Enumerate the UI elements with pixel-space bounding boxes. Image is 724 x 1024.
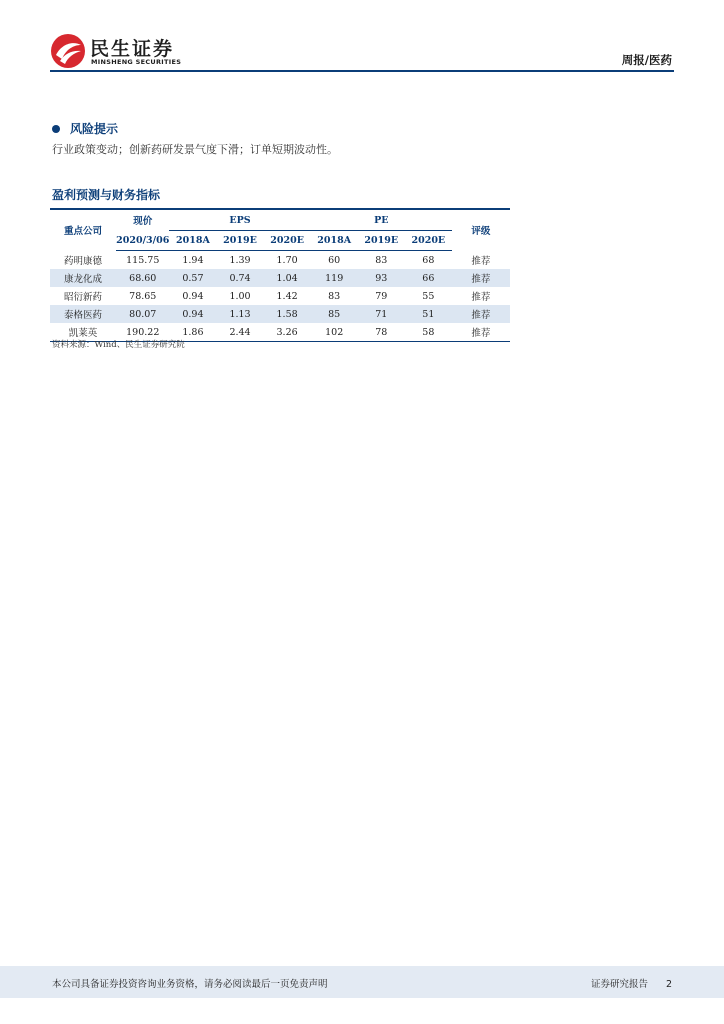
table-header-row-2 (50, 231, 510, 251)
eps-cell: 1.70 (276, 254, 298, 266)
eps-cell: 3.26 (264, 323, 311, 342)
price-cell: 78.65 (129, 290, 157, 302)
page-footer (0, 966, 724, 998)
company-name: 康龙化成 (50, 269, 116, 287)
header-year: 2018A (311, 231, 358, 251)
risk-heading (52, 120, 118, 137)
header-divider (50, 70, 674, 72)
table-row (50, 251, 510, 270)
pe-cell: 68 (422, 254, 435, 266)
pe-cell: 60 (328, 254, 341, 266)
footer-right (591, 976, 672, 990)
table-row (50, 305, 510, 323)
header-rating: 评级 (471, 226, 491, 238)
footer-disclaimer: 本公司具备证券投资咨询业务资格，请务必阅读最后一页免责声明 (52, 979, 328, 990)
company-name: 凯莱英 (50, 323, 116, 342)
eps-cell: 0.57 (169, 269, 216, 287)
pe-cell: 71 (358, 305, 405, 323)
table-row (50, 287, 510, 305)
eps-cell: 1.04 (264, 269, 311, 287)
rating-cell: 推荐 (471, 292, 491, 303)
price-cell: 190.22 (116, 323, 169, 342)
eps-cell: 1.42 (276, 290, 298, 302)
table-title: 盈利预测与财务指标 (52, 188, 161, 202)
pe-cell: 102 (311, 323, 358, 342)
minsheng-logo-icon (50, 33, 86, 69)
pe-cell: 58 (405, 323, 452, 342)
header-year: 2020E (405, 231, 452, 251)
footer-report-type: 证券研究报告 (590, 979, 648, 990)
header-year: 2019E (216, 231, 263, 251)
pe-cell: 83 (328, 290, 341, 302)
eps-cell: 1.86 (169, 323, 216, 342)
table-source-note: 资料来源：Wind、民生证券研究院 (52, 340, 185, 350)
rating-cell: 推荐 (452, 305, 510, 323)
pe-cell: 66 (405, 269, 452, 287)
pe-cell: 85 (311, 305, 358, 323)
report-section-label: 周报/医药 (621, 53, 672, 67)
table-header-row-1 (50, 209, 510, 231)
eps-cell: 1.39 (229, 254, 251, 266)
risk-title: 风险提示 (70, 122, 119, 136)
rating-cell: 推荐 (452, 323, 510, 342)
eps-cell: 0.94 (182, 290, 204, 302)
company-name: 泰格医药 (50, 305, 116, 323)
company-name: 昭衍新药 (64, 292, 103, 303)
company-name: 药明康德 (64, 255, 103, 267)
pe-cell: 55 (422, 290, 435, 302)
eps-cell: 1.58 (264, 305, 311, 323)
eps-cell: 1.94 (182, 254, 204, 266)
logo-text-cn: 民生证券 (90, 38, 175, 60)
header-company: 重点公司 (64, 226, 103, 238)
table-row (50, 269, 510, 287)
header-price-date: 2020/3/06 (116, 231, 169, 251)
header-pe: PE (311, 209, 452, 231)
eps-cell: 1.13 (216, 305, 263, 323)
price-cell: 68.60 (116, 269, 169, 287)
eps-cell: 1.00 (229, 290, 251, 302)
pe-cell: 119 (311, 269, 358, 287)
rating-cell: 推荐 (471, 255, 491, 267)
forecast-table (50, 208, 510, 342)
risk-text: 行业政策变动；创新药研发景气度下滑；订单短期波动性。 (52, 143, 338, 156)
page-number: 2 (665, 979, 672, 990)
price-cell: 115.75 (126, 254, 160, 266)
header-year: 2020E (264, 231, 311, 251)
pe-cell: 83 (375, 254, 388, 266)
eps-cell: 2.44 (216, 323, 263, 342)
pe-cell: 51 (405, 305, 452, 323)
bullet-icon (52, 125, 60, 133)
minsheng-logo (50, 33, 190, 69)
header-year: 2018A (169, 231, 216, 251)
rating-cell: 推荐 (452, 269, 510, 287)
eps-cell: 0.94 (169, 305, 216, 323)
logo-text-en: MINSHENG SECURITIES (91, 58, 182, 66)
pe-cell: 93 (358, 269, 405, 287)
header-price: 现价 (133, 216, 153, 228)
header-eps: EPS (169, 209, 310, 231)
price-cell: 80.07 (116, 305, 169, 323)
eps-cell: 0.74 (216, 269, 263, 287)
pe-cell: 79 (375, 290, 388, 302)
header-year: 2019E (358, 231, 405, 251)
pe-cell: 78 (358, 323, 405, 342)
